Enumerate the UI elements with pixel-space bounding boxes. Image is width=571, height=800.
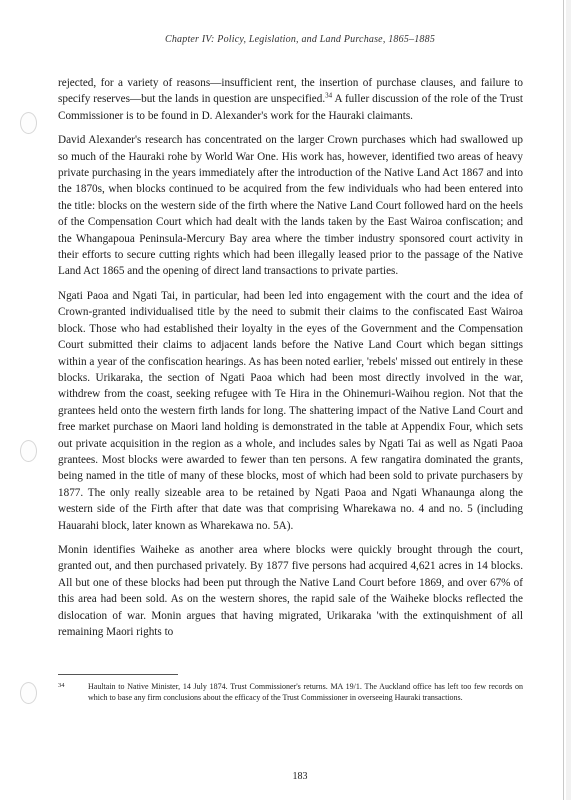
footnote (58, 682, 523, 703)
paragraph-text: rejected, for a variety of reasons—insufficient rent, the insertion of purchase clauses, and failure to specify reserves—but the lands in question are unspecified. (58, 77, 523, 106)
running-head: Chapter IV: Policy, Legislation, and Land Purchase, 1865–1885 (164, 34, 436, 45)
footnote-divider (58, 674, 178, 675)
punch-hole-mark (20, 682, 37, 704)
footnote-number: 34 (58, 682, 65, 689)
paragraph-text: A fuller discussion of the role of the Trust Commissioner is to be found in D. Alexander's work for the Hauraki claimants. (58, 93, 523, 122)
footnote-text: Haultain to Native Minister, 14 July 1874. Trust Commissioner's returns. MA 19/1. The Auckland office has left too few records on which to base any firm conclusions about the efficacy of the Trust Commissioner in overseeing Hauraki transactions. (88, 682, 523, 702)
page-edge-line (563, 0, 564, 800)
footnote-reference[interactable]: 34 (325, 91, 333, 100)
page-number: 183 (292, 771, 308, 782)
punch-hole-mark (20, 112, 37, 134)
paragraph (58, 75, 523, 124)
body-text (58, 75, 523, 648)
punch-hole-mark (20, 440, 37, 462)
paragraph: Monin identifies Waiheke as another area where blocks were quickly brought through the court, granted out, and then purchased privately. By 1877 five persons had acquired 4,621 acres in 14 blocks. All but one of these blocks had been put through the Native Land Court before 1869, and over 67% of this area had been sold. As on the western shores, the rapid sale of the Waiheke blocks reflected the dislocation of war. Monin argues that having migrated, Urikaraka 'with the extinquishment of all remaining Maori rights to (58, 543, 523, 638)
page-edge-shadow (566, 0, 571, 800)
paragraph: Ngati Paoa and Ngati Tai, in particular, had been led into engagement with the court and the idea of Crown-granted individualised title by the need to submit their claims to the confiscated East Wairoa block. Those who had established their loyalty in the eyes of the Government and the Compensation Court submitted their claims to adjacent lands before the Native Land Court which began sittings within a year of the confiscation hearings. As has been noted earlier, 'rebels' missed out entirely in these blocks. Urikaraka, the section of Ngati Paoa which had been most directly involved in the war, withdrew from the coast, seeking refugee with Te Hira in the Ohinemuri-Waihou region. Not that the grantees held onto the western firth lands for long. The shattering impact of the Native Land Court and free market purchase on Maori land holding is demonstrated in the table at Appendix Four, which sets out private acquisition in the region as a whole, and includes sales by Ngati Tai as well as Ngati Paoa grantees. Most blocks were awarded to fewer than ten persons. A few rangatira dominated the grants, being named in the title of many of these blocks, most of which had been sold to private purchasers by 1877. The only really sizeable area to be retained by Ngati Paoa and Ngati Whanaunga along the western side of the Firth after that date was that comprising Wharekawa no. 4 and no. 5 (including Hauarahi block, later known as Wharekawa no. 5A). (58, 289, 523, 532)
paragraph: David Alexander's research has concentrated on the larger Crown purchases which had swallowed up so much of the Hauraki rohe by World War One. His work has, however, identified two areas of heavy private purchasing in the years immediately after the introduction of the Native Land Act 1867 and into the 1870s, when blocks continued to be acquired from the few individuals who had been entered into the title: blocks on the western side of the firth where the Native Land Court followed hard on the heels of the Compensation Court which had dealt with the lands taken by the East Wairoa confiscation; and the Whangapoua Peninsula-Mercury Bay area where the timber industry sponsored court activity in their efforts to secure cutting rights which had been illegally leased prior to the passage of the Native Land Act 1865 and the opening of direct land transactions to private parties. (58, 134, 523, 278)
